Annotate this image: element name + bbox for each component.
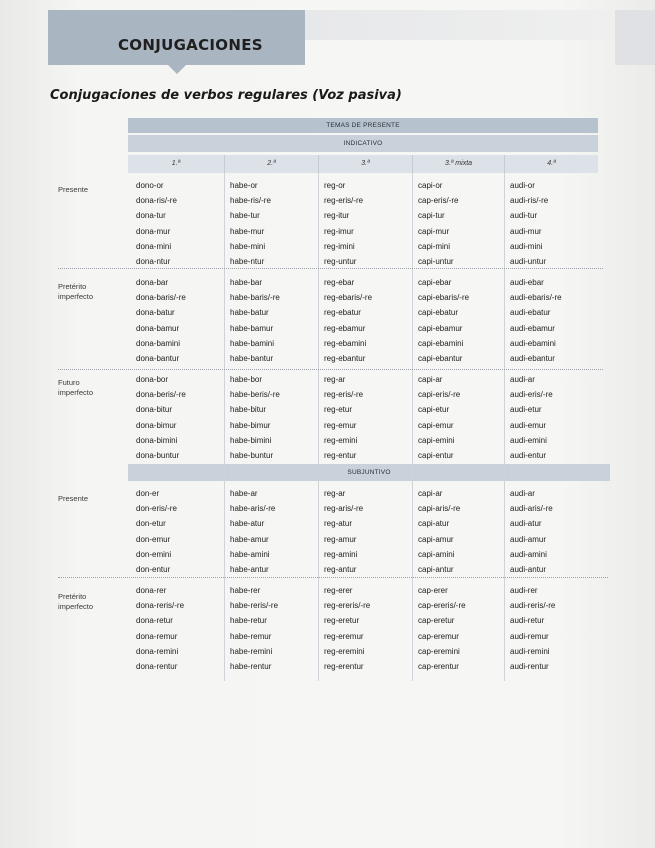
verb-form: habe-amur: [230, 534, 269, 544]
verb-form: habe-ntur: [230, 257, 265, 267]
verb-form: dona-reris/-re: [136, 601, 185, 611]
verb-form: habe-bantur: [230, 354, 274, 364]
verb-form: habe-baris/-re: [230, 293, 280, 303]
verb-form: habe-aris/-re: [230, 504, 276, 514]
conjugation-cell: [230, 372, 322, 463]
verb-form: reg-imini: [324, 241, 355, 251]
verb-form: reg-emur: [324, 420, 357, 430]
verb-form: audi-ebatur: [510, 308, 551, 318]
conjugation-cell: [510, 275, 602, 366]
verb-form: audi-etur: [510, 405, 542, 415]
verb-form: cap-erentur: [418, 662, 459, 672]
verb-form: reg-ebamini: [324, 338, 367, 348]
verb-form: don-emini: [136, 549, 172, 559]
verb-form: dona-mini: [136, 241, 172, 251]
verb-form: reg-erentur: [324, 662, 364, 672]
row-label-imperfect-subjunctive: Pretérito imperfecto: [58, 592, 94, 611]
verb-form: don-emur: [136, 534, 171, 544]
verb-form: habe-rentur: [230, 662, 272, 672]
verb-form: reg-eris/-re: [324, 390, 364, 400]
verb-form: reg-antur: [324, 565, 357, 575]
verb-form: habe-atur: [230, 519, 265, 529]
verb-form: capi-ebar: [418, 278, 452, 287]
verb-form: dona-remur: [136, 631, 178, 641]
verb-form: dona-retur: [136, 616, 173, 626]
verb-form: capi-ebatur: [418, 308, 459, 318]
verb-form: habe-beris/-re: [230, 390, 280, 400]
chapter-title: CONJUGACIONES: [118, 36, 263, 54]
verb-form: cap-erer: [418, 586, 448, 595]
verb-form: audi-rentur: [510, 662, 549, 672]
verb-form: reg-ebaris/-re: [324, 293, 373, 303]
verb-form: dona-ntur: [136, 257, 171, 267]
verb-form: habe-mur: [230, 226, 265, 236]
verb-form: capi-emur: [418, 420, 454, 430]
column-header-5: 4.ª: [504, 155, 598, 173]
verb-form: audi-remini: [510, 646, 550, 656]
verb-form: audi-retur: [510, 616, 545, 626]
verb-form: habe-reris/-re: [230, 601, 279, 611]
verb-form: reg-untur: [324, 257, 357, 267]
column-headers: [128, 155, 598, 173]
verb-form: audi-ebantur: [510, 354, 555, 364]
verb-form: capi-eris/-re: [418, 390, 461, 400]
verb-form: dona-rer: [136, 586, 167, 595]
verb-form: audi-atur: [510, 519, 542, 529]
conjugation-cell: [324, 486, 416, 577]
verb-form: audi-ar: [510, 375, 535, 384]
verb-form: dona-bimur: [136, 420, 177, 430]
verb-form: audi-mini: [510, 241, 543, 251]
conjugation-cell: [510, 178, 602, 269]
verb-form: audi-tur: [510, 211, 538, 221]
verb-form: capi-ebantur: [418, 354, 463, 364]
verb-form: reg-itur: [324, 211, 350, 221]
verb-form: habe-bimur: [230, 420, 271, 430]
verb-form: audi-ebar: [510, 278, 544, 287]
conjugation-cell: [510, 583, 602, 674]
conjugation-cell: [418, 486, 510, 577]
verb-form: capi-ebamini: [418, 338, 464, 348]
conjugation-cell: [418, 275, 510, 366]
verb-form: audi-ebaris/-re: [510, 293, 562, 303]
verb-form: reg-ar: [324, 375, 346, 384]
verb-form: audi-reris/-re: [510, 601, 556, 611]
verb-form: reg-eremur: [324, 631, 364, 641]
verb-form: capi-mini: [418, 241, 451, 251]
verb-form: habe-batur: [230, 308, 269, 318]
verb-form: reg-emini: [324, 435, 358, 445]
verb-form: habe-buntur: [230, 451, 274, 461]
verb-form: audi-or: [510, 181, 535, 190]
verb-form: dona-bitur: [136, 405, 173, 415]
verb-form: reg-amur: [324, 534, 357, 544]
verb-form: reg-ar: [324, 489, 346, 498]
verb-form: reg-atur: [324, 519, 353, 529]
verb-form: reg-imur: [324, 226, 354, 236]
verb-form: dona-bar: [136, 278, 169, 287]
verb-form: audi-emini: [510, 435, 547, 445]
subjunctive-band: SUBJUNTIVO: [128, 464, 610, 481]
verb-form: habe-or: [230, 181, 258, 190]
column-header-2: 2.ª: [224, 155, 318, 173]
conjugation-cell: [418, 583, 510, 674]
verb-form: audi-emur: [510, 420, 547, 430]
verb-form: capi-ar: [418, 375, 443, 384]
column-header-4: 3.ª mixta: [412, 155, 504, 173]
row-label-present-indicative: Presente: [58, 185, 89, 194]
verb-form: capi-emini: [418, 435, 455, 445]
verb-form: dona-rentur: [136, 662, 178, 672]
top-decor-band: [305, 10, 655, 40]
verb-form: dona-bimini: [136, 435, 178, 445]
conjugation-cell: [136, 178, 228, 269]
chapter-header-notch: [168, 65, 186, 74]
verb-form: habe-bar: [230, 278, 263, 287]
verb-form: reg-ebantur: [324, 354, 366, 364]
top-decor-box: [615, 10, 655, 65]
verb-form: reg-amini: [324, 549, 358, 559]
verb-form: capi-entur: [418, 451, 454, 461]
verb-form: reg-ebamur: [324, 323, 366, 333]
verb-form: habe-mini: [230, 241, 266, 251]
conjugation-cell: [418, 178, 510, 269]
conjugation-cell: [230, 486, 322, 577]
conjugation-cell: [230, 583, 322, 674]
verb-form: habe-rer: [230, 586, 261, 595]
group-header-band: TEMAS DE PRESENTE: [128, 118, 598, 133]
verb-form: audi-antur: [510, 565, 547, 575]
verb-form: audi-ebamur: [510, 323, 555, 333]
verb-form: don-etur: [136, 519, 166, 529]
verb-form: capi-antur: [418, 565, 454, 575]
verb-form: audi-ebamini: [510, 338, 556, 348]
verb-form: habe-antur: [230, 565, 269, 575]
verb-form: audi-rer: [510, 586, 538, 595]
verb-form: capi-ar: [418, 489, 443, 498]
verb-form: habe-amini: [230, 549, 270, 559]
verb-form: reg-eris/-re: [324, 196, 364, 206]
verb-form: capi-ebamur: [418, 323, 463, 333]
row-label-imperfect-indicative: Pretérito imperfecto: [58, 282, 94, 301]
verb-form: audi-remur: [510, 631, 549, 641]
verb-form: habe-ris/-re: [230, 196, 271, 206]
verb-form: audi-ris/-re: [510, 196, 549, 206]
verb-form: audi-entur: [510, 451, 547, 461]
verb-form: dona-bamini: [136, 338, 181, 348]
verb-form: capi-or: [418, 181, 443, 190]
verb-form: habe-bamur: [230, 323, 274, 333]
verb-form: dona-beris/-re: [136, 390, 186, 400]
verb-form: dona-tur: [136, 211, 166, 221]
conjugation-cell: [136, 372, 228, 463]
verb-form: habe-bimini: [230, 435, 272, 445]
verb-form: capi-amur: [418, 534, 454, 544]
verb-form: habe-bamini: [230, 338, 275, 348]
conjugation-cell: [136, 275, 228, 366]
verb-form: capi-atur: [418, 519, 450, 529]
verb-form: reg-eremini: [324, 646, 365, 656]
verb-form: dona-bor: [136, 375, 169, 384]
verb-form: dona-bamur: [136, 323, 180, 333]
conjugation-cell: [230, 275, 322, 366]
conjugation-cell: [510, 486, 602, 577]
verb-form: reg-eretur: [324, 616, 360, 626]
section-title: Conjugaciones de verbos regulares (Voz pasiva): [50, 88, 402, 103]
verb-form: dona-baris/-re: [136, 293, 186, 303]
verb-form: capi-amini: [418, 549, 455, 559]
verb-form: cap-ereris/-re: [418, 601, 466, 611]
indicative-band: INDICATIVO: [128, 135, 598, 152]
verb-form: dona-batur: [136, 308, 175, 318]
verb-form: habe-retur: [230, 616, 267, 626]
verb-form: cap-eretur: [418, 616, 455, 626]
verb-form: capi-tur: [418, 211, 445, 221]
verb-form: dona-mur: [136, 226, 171, 236]
row-divider: [58, 369, 603, 370]
conjugation-cell: [230, 178, 322, 269]
verb-form: capi-mur: [418, 226, 450, 236]
verb-form: don-er: [136, 489, 160, 498]
verb-form: audi-amini: [510, 549, 547, 559]
verb-form: capi-untur: [418, 257, 454, 267]
column-header-1: 1.ª: [171, 160, 181, 167]
verb-form: reg-aris/-re: [324, 504, 364, 514]
conjugation-cell: [324, 178, 416, 269]
verb-form: dono-or: [136, 181, 164, 190]
conjugation-cell: [324, 372, 416, 463]
verb-form: don-eris/-re: [136, 504, 177, 514]
conjugation-cell: [510, 372, 602, 463]
verb-form: audi-untur: [510, 257, 547, 267]
verb-form: habe-ar: [230, 489, 258, 498]
verb-form: dona-bantur: [136, 354, 180, 364]
verb-form: dona-buntur: [136, 451, 180, 461]
conjugation-cell: [136, 583, 228, 674]
verb-form: reg-ereris/-re: [324, 601, 371, 611]
verb-form: cap-eris/-re: [418, 196, 459, 206]
conjugation-cell: [324, 583, 416, 674]
verb-form: cap-eremur: [418, 631, 459, 641]
row-label-future-imperfect: Futuro imperfecto: [58, 378, 94, 397]
verb-form: dona-ris/-re: [136, 196, 177, 206]
conjugation-cell: [324, 275, 416, 366]
verb-form: habe-remur: [230, 631, 272, 641]
verb-form: capi-ebaris/-re: [418, 293, 470, 303]
verb-form: habe-bor: [230, 375, 263, 384]
conjugation-cell: [136, 486, 228, 577]
verb-form: habe-tur: [230, 211, 260, 221]
verb-form: reg-ebar: [324, 278, 355, 287]
verb-form: capi-aris/-re: [418, 504, 461, 514]
verb-form: habe-bitur: [230, 405, 267, 415]
verb-form: habe-remini: [230, 646, 273, 656]
verb-form: reg-ebatur: [324, 308, 361, 318]
verb-form: audi-ar: [510, 489, 535, 498]
verb-form: reg-erer: [324, 586, 353, 595]
conjugation-cell: [418, 372, 510, 463]
verb-form: audi-mur: [510, 226, 542, 236]
verb-form: audi-aris/-re: [510, 504, 553, 514]
verb-form: cap-eremini: [418, 646, 460, 656]
verb-form: audi-eris/-re: [510, 390, 553, 400]
verb-form: audi-amur: [510, 534, 547, 544]
verb-form: reg-or: [324, 181, 346, 190]
verb-form: reg-etur: [324, 405, 353, 415]
verb-form: dona-remini: [136, 646, 179, 656]
verb-form: capi-etur: [418, 405, 450, 415]
verb-form: reg-entur: [324, 451, 357, 461]
verb-form: don-entur: [136, 565, 171, 575]
column-header-3: 3.ª: [318, 155, 412, 173]
row-label-present-subjunctive: Presente: [58, 494, 89, 503]
